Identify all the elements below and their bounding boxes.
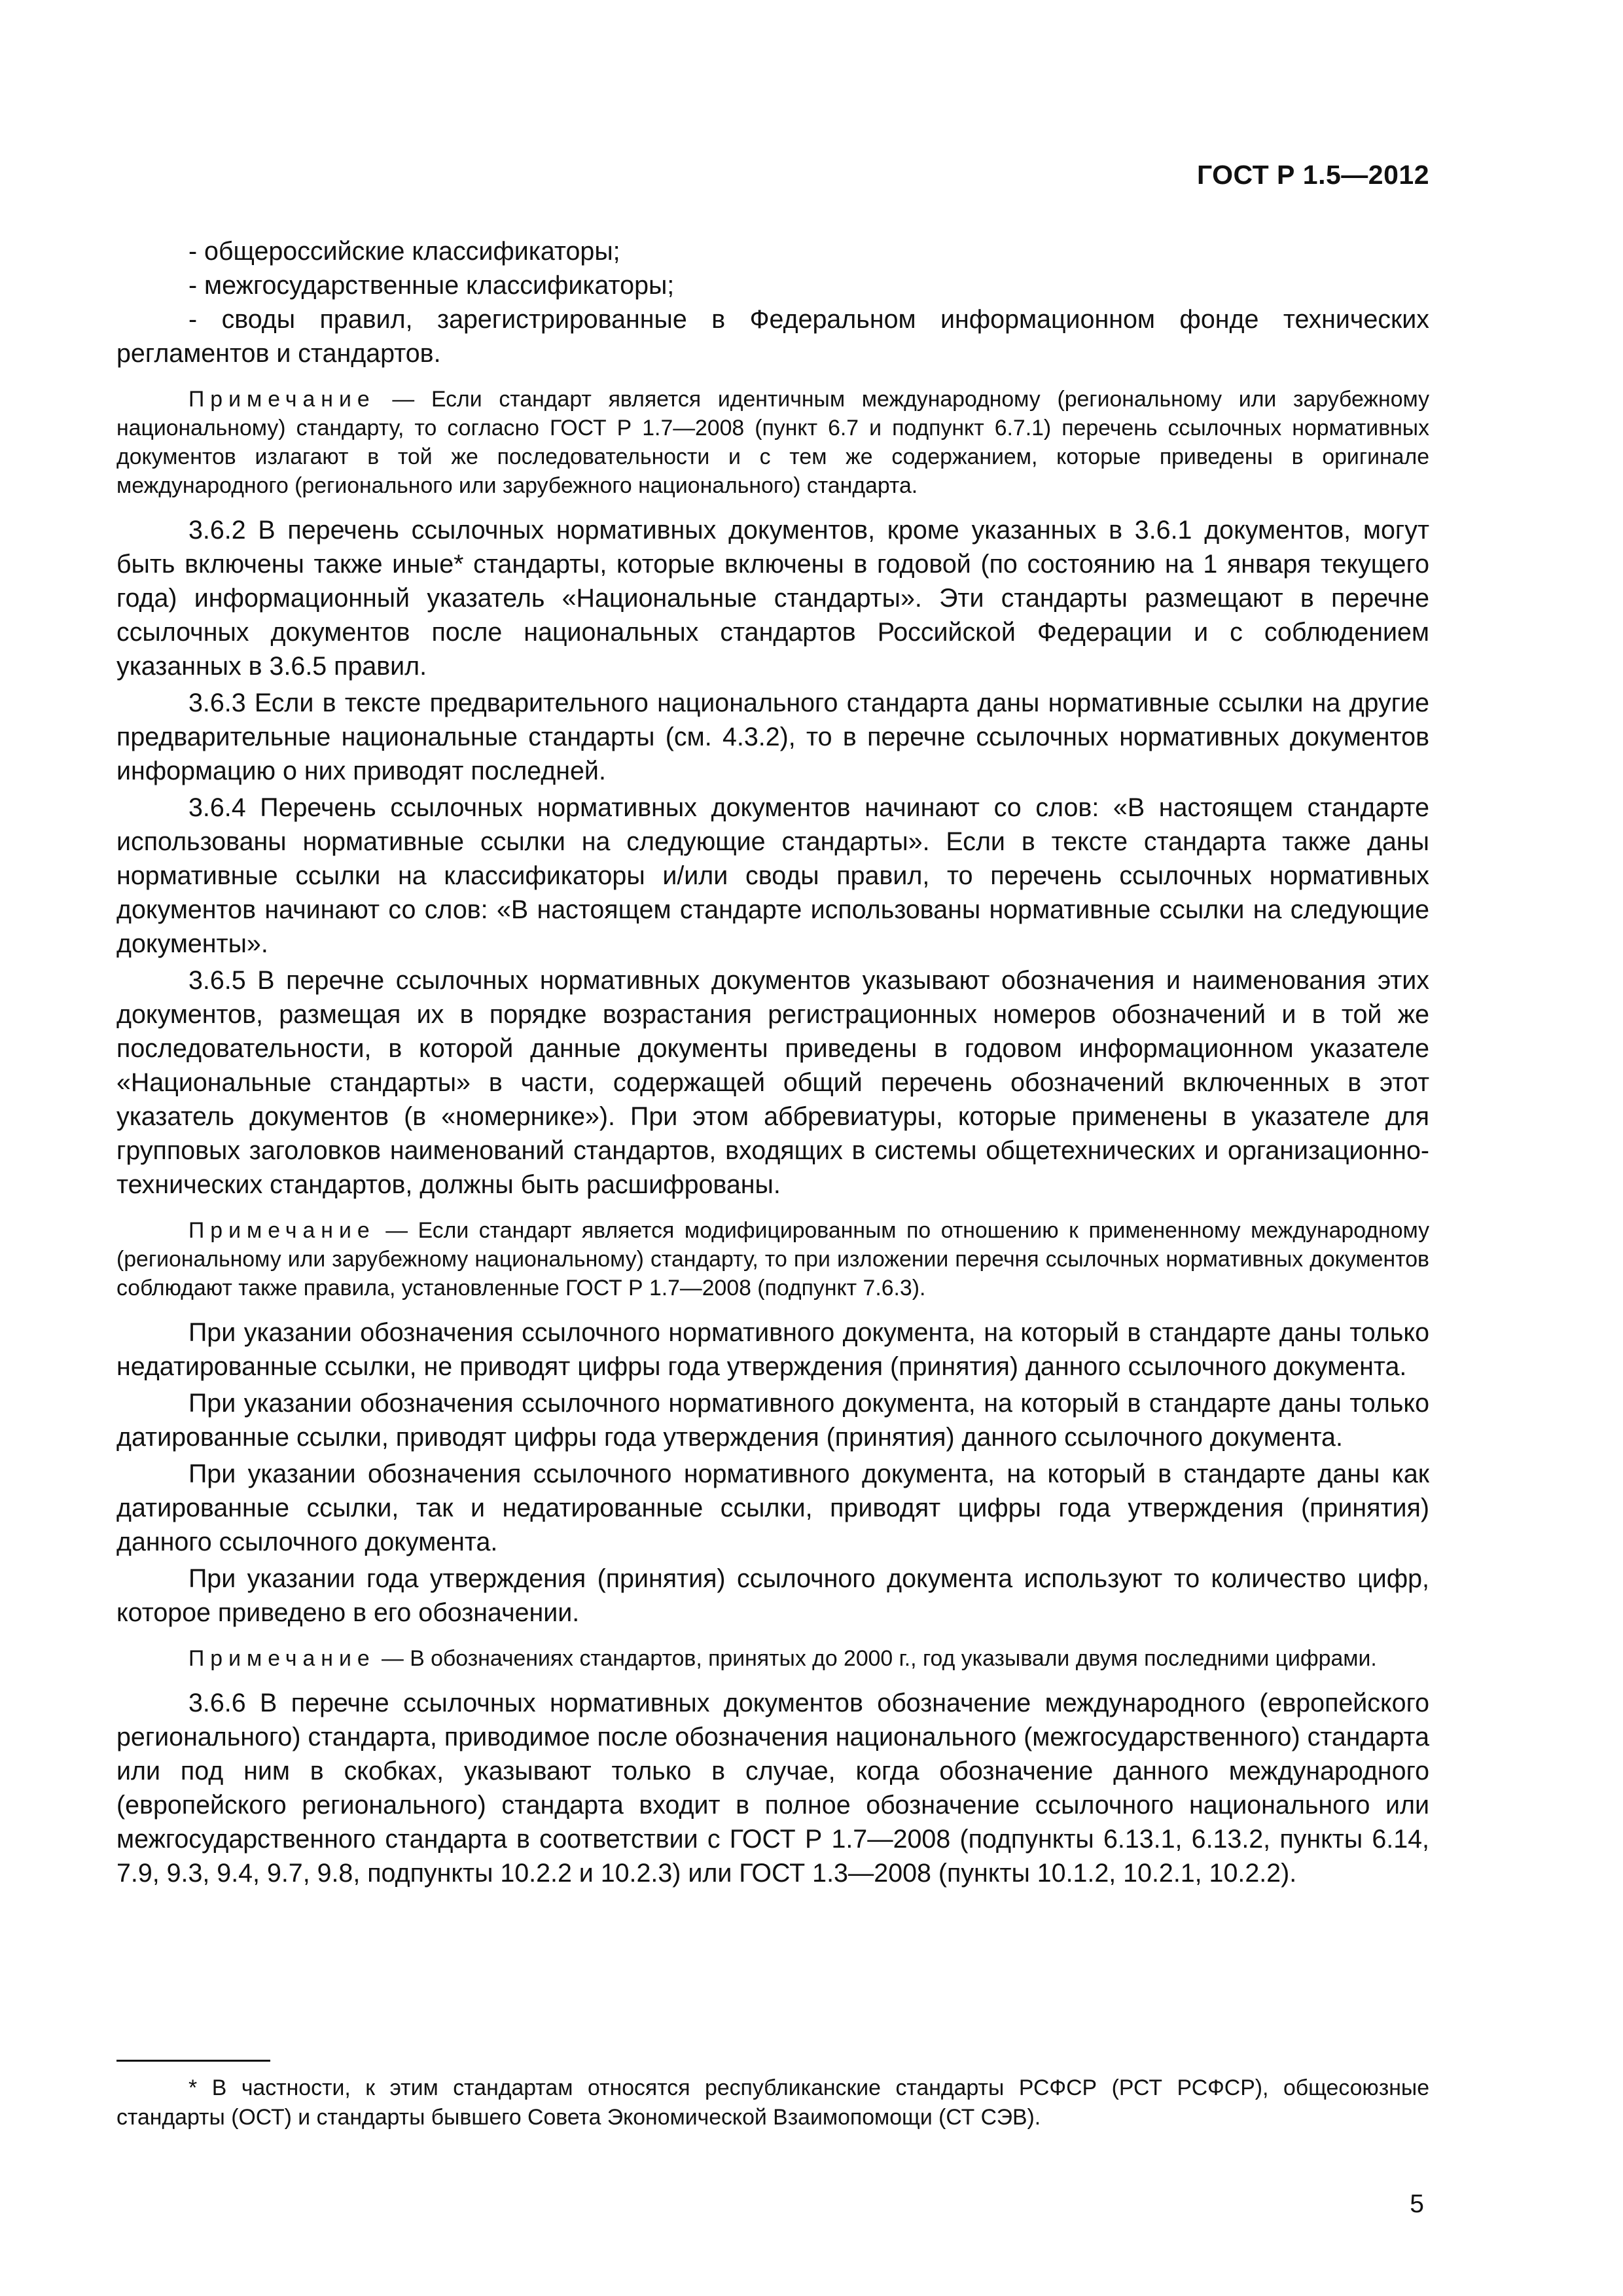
document-page [116, 0, 1429, 2296]
paragraph: При указании обозначения ссылочного нормативного документа, на который в стандарте даны только недатированные ссылки, не приводят цифры года утверждения (принятия) данного ссылочного документа. [116, 1318, 1429, 1381]
body-text [116, 234, 1429, 1890]
paragraph: При указании года утверждения (принятия) ссылочного документа используют то количество цифр, которое приведено в его обозначении. [116, 1564, 1429, 1627]
paragraph: При указании обозначения ссылочного нормативного документа, на который в стандарте даны только датированные ссылки, приводят цифры года утверждения (принятия) данного ссылочного документа. [116, 1389, 1429, 1452]
list-item: - своды правил, зарегистрированные в Федеральном информационном фонде технических регламентов и стандартов. [116, 305, 1429, 368]
footnote-separator [116, 2060, 270, 2062]
note-label: Примечание [188, 387, 376, 412]
clause-3-6-3: 3.6.3 Если в тексте предварительного национального стандарта даны нормативные ссылки на другие предварительные национальные стандарты (см. 4.3.2), то в перечне ссылочных нормативных документов информацию о них приводят последней. [116, 689, 1429, 785]
page-number: 5 [1410, 2190, 1424, 2218]
list-item: - межгосударственные классификаторы; [188, 271, 675, 300]
note-text: — В обозначениях стандартов, принятых до 2000 г., год указывали двумя последними цифрами. [382, 1646, 1377, 1671]
footnote: * В частности, к этим стандартам относятся республиканские стандарты РСФСР (РСТ РСФСР), общесоюзные стандарты (ОСТ) и стандарты бывшего Совета Экономической Взаимопомощи (СТ СЭВ). [116, 2075, 1429, 2130]
clause-3-6-2: 3.6.2 В перечень ссылочных нормативных документов, кроме указанных в 3.6.1 документов, могут быть включены также иные* стандарты, которые включены в годовой (по состоянию на 1 января текущего года) информационный указатель «Национальные стандарты». Эти стандарты размещают в перечне ссылочных документов после национальных стандартов Российской Федерации и с соблюдением указанных в 3.6.5 правил. [116, 516, 1429, 681]
paragraph: При указании обозначения ссылочного нормативного документа, на который в стандарте даны как датированные ссылки, так и недатированные ссылки, приводят цифры года утверждения (принятия) данного ссылочного документа. [116, 1460, 1429, 1556]
note-paragraph [116, 385, 1429, 500]
clause-3-6-4: 3.6.4 Перечень ссылочных нормативных документов начинают со слов: «В настоящем стандарте использованы нормативные ссылки на следующие стандарты». Если в тексте стандарта также даны нормативные ссылки на классификаторы и/или своды правил, то перечень ссылочных нормативных документов начинают со слов: «В настоящем стандарте использованы нормативные ссылки на следующие документы». [116, 793, 1429, 958]
note-label: Примечание [188, 1646, 376, 1671]
note-label: Примечание [188, 1218, 376, 1243]
standard-code-header: ГОСТ Р 1.5—2012 [1196, 160, 1429, 190]
list-item: - общероссийские классификаторы; [188, 237, 620, 266]
clause-3-6-5: 3.6.5 В перечне ссылочных нормативных документов указывают обозначения и наименования этих документов, размещая их в порядке возрастания регистрационных номеров обозначений и в той же последовательности, в которой данные документы приведены в годовом информационном указателе «Национальные стандарты» в части, содержащей общий перечень обозначений включенных в этот указатель документов (в «номернике»). При этом аббревиатуры, которые применены в указателе для групповых заголовков наименований стандартов, входящих в системы общетехнических и организационно-технических стандартов, должны быть расшифрованы. [116, 966, 1429, 1199]
note-text: — Если стандарт является идентичным международному (региональному или зарубежному национальному) стандарту, то согласно ГОСТ Р 1.7—2008 (пункт 6.7 и подпункт 6.7.1) перечень ссылочных нормативных документов излагают в той же последовательности и с тем же содержанием, которые приведены в оригинале международного (регионального или зарубежного национального) стандарта. [116, 387, 1430, 498]
note-paragraph [116, 1216, 1429, 1302]
note-paragraph [116, 1644, 1429, 1673]
note-text: — Если стандарт является модифицированным по отношению к примененному международному (региональному или зарубежному национальному) стандарту, то при изложении перечня ссылочных нормативных документов соблюдают также правила, установленные ГОСТ Р 1.7—2008 (подпункт 7.6.3). [116, 1218, 1430, 1300]
clause-3-6-6: 3.6.6 В перечне ссылочных нормативных документов обозначение международного (европейского регионального) стандарта, приводимое после обозначения национального (межгосударственного) стандарта или под ним в скобках, указывают только в случае, когда обозначение данного международного (европейского регионального) стандарта входит в полное обозначение ссылочного национального или межгосударственного стандарта в соответствии с ГОСТ Р 1.7—2008 (подпункты 6.13.1, 6.13.2, пункты 6.14, 7.9, 9.3, 9.4, 9.7, 9.8, подпункты 10.2.2 и 10.2.3) или ГОСТ 1.3—2008 (пункты 10.1.2, 10.2.1, 10.2.2). [116, 1689, 1429, 1888]
